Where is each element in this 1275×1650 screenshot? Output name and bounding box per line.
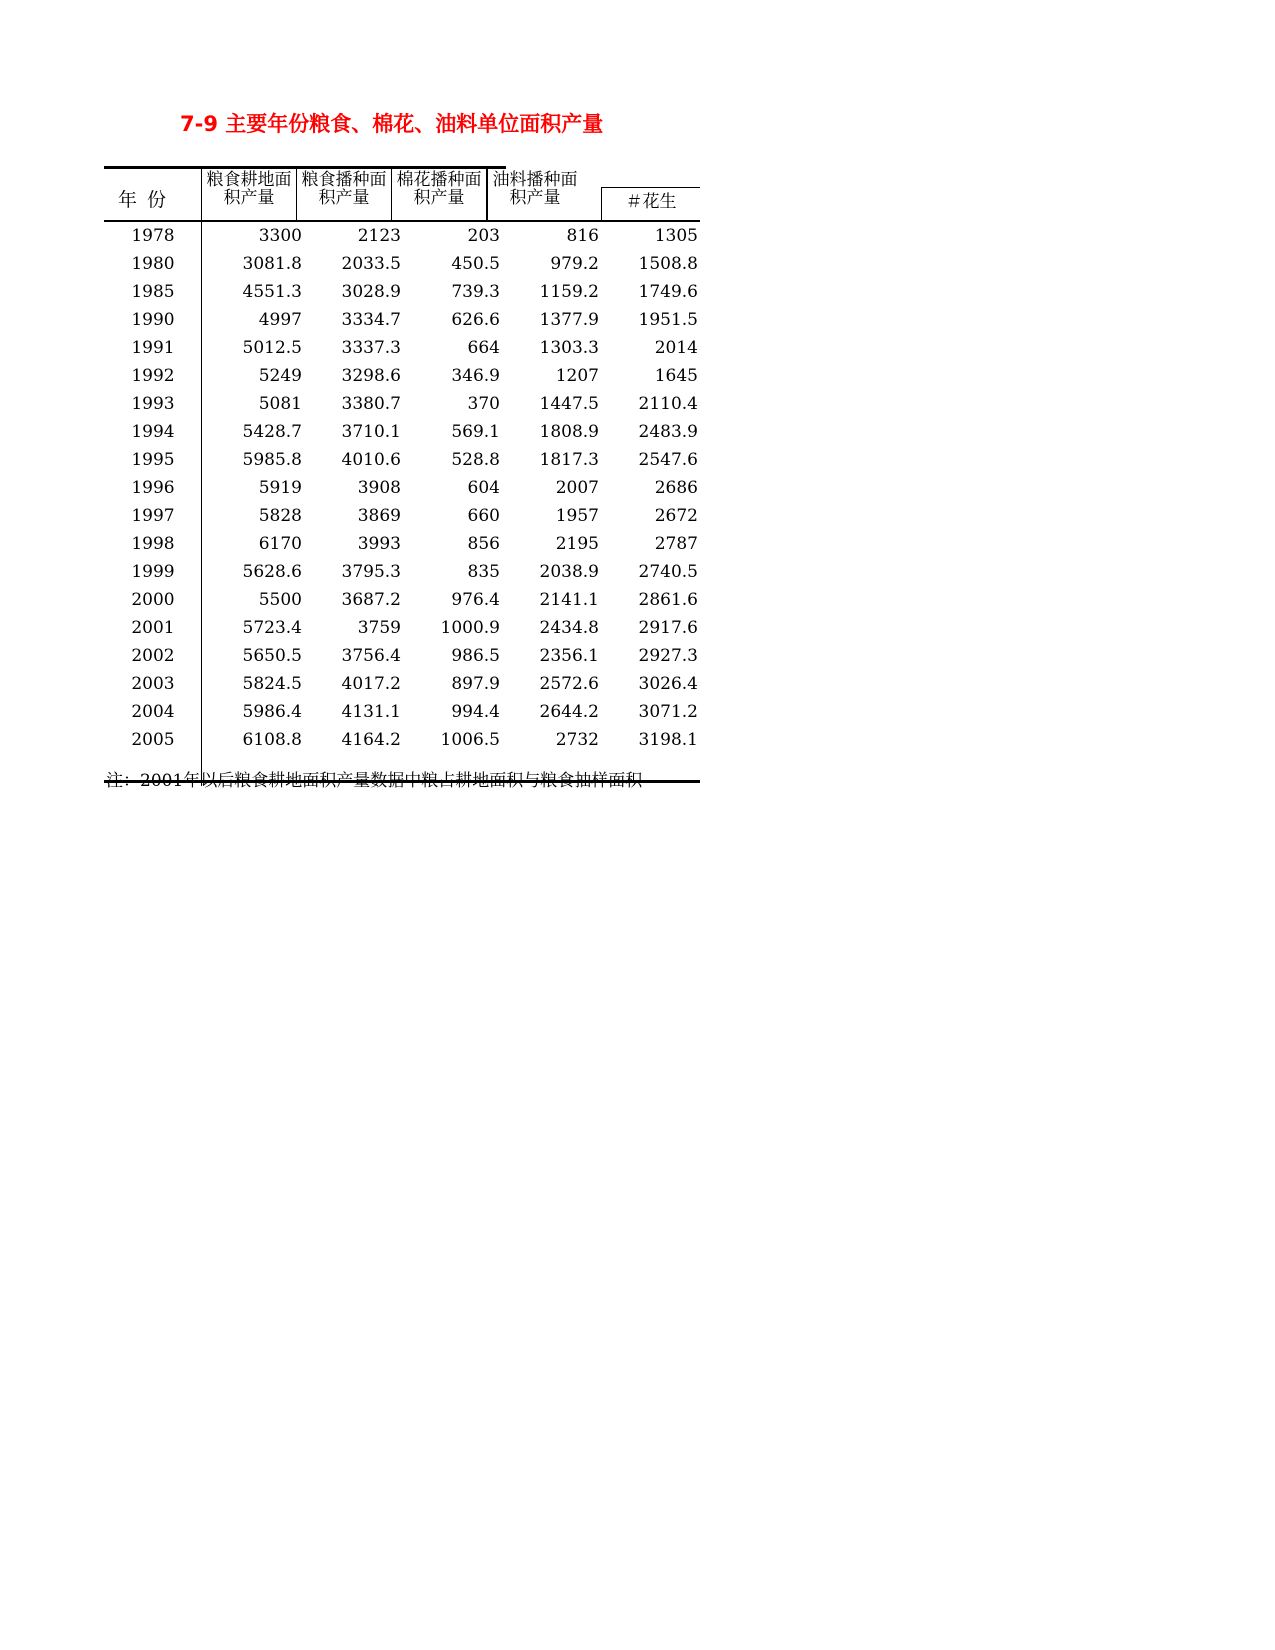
table-row [104,278,698,306]
value-cell: 5081 [258,394,302,414]
value-cell: 1645 [654,366,698,386]
year-cell: 1997 [131,506,175,526]
table-row [104,726,698,754]
value-cell: 2672 [654,506,698,526]
value-cell: 4010.6 [341,450,401,470]
value-cell: 3337.3 [341,338,401,358]
value-cell: 2732 [555,730,599,750]
value-cell: 5828 [258,506,302,526]
value-cell: 2007 [555,478,599,498]
year-cell: 2005 [131,730,175,750]
value-cell: 3795.3 [341,562,401,582]
table-row [104,698,698,726]
value-cell: 2483.9 [638,422,698,442]
value-cell: 2787 [654,534,698,554]
year-cell: 2001 [131,618,175,638]
value-cell: 1749.6 [638,282,698,302]
value-cell: 3759 [357,618,401,638]
table-row [104,474,698,502]
value-cell: 739.3 [451,282,500,302]
value-cell: 3908 [357,478,401,498]
value-cell: 5249 [258,366,302,386]
value-cell: 5428.7 [242,422,302,442]
value-cell: 3028.9 [341,282,401,302]
value-cell: 2141.1 [539,590,599,610]
year-cell: 2003 [131,674,175,694]
data-sheet [104,166,700,786]
value-cell: 1508.8 [638,254,698,274]
year-cell: 1995 [131,450,175,470]
value-cell: 1951.5 [638,310,698,330]
value-cell: 856 [467,534,500,554]
value-cell: 3710.1 [341,422,401,442]
value-cell: 664 [467,338,500,358]
value-cell: 5985.8 [242,450,302,470]
value-cell: 897.9 [451,674,500,694]
column-header-line: 积产量 [223,188,275,208]
value-cell: 2123 [357,226,401,246]
year-cell: 2000 [131,590,175,610]
value-cell: 660 [467,506,500,526]
year-cell: 1996 [131,478,175,498]
value-cell: 1305 [654,226,698,246]
value-cell: 976.4 [451,590,500,610]
column-header-line: 粮食播种面 [301,170,387,190]
value-cell: 528.8 [451,450,500,470]
value-cell: 2038.9 [539,562,599,582]
value-cell: 6170 [258,534,302,554]
value-cell: 2644.2 [539,702,599,722]
value-cell: 979.2 [550,254,599,274]
table-row [104,614,698,642]
value-cell: 986.5 [451,646,500,666]
table-row [104,642,698,670]
value-cell: 3687.2 [341,590,401,610]
value-cell: 3993 [357,534,401,554]
value-cell: 3198.1 [638,730,698,750]
value-cell: 604 [467,478,500,498]
value-cell: 1000.9 [440,618,500,638]
column-header-line: 油料播种面 [492,170,578,190]
value-cell: 1447.5 [539,394,599,414]
value-cell: 1303.3 [539,338,599,358]
table-row [104,334,698,362]
year-cell: 1994 [131,422,175,442]
year-cell: 2002 [131,646,175,666]
value-cell: 3334.7 [341,310,401,330]
value-cell: 5723.4 [242,618,302,638]
value-cell: 450.5 [451,254,500,274]
table-row [104,306,698,334]
value-cell: 3071.2 [638,702,698,722]
value-cell: 5628.6 [242,562,302,582]
table-row [104,586,698,614]
year-cell: 1978 [131,226,175,246]
value-cell: 5012.5 [242,338,302,358]
column-header-line: 粮食耕地面 [206,170,292,190]
year-cell: 1991 [131,338,175,358]
value-cell: 2927.3 [638,646,698,666]
data-table [104,222,698,754]
year-cell: 1993 [131,394,175,414]
header-top-border [104,166,506,169]
value-cell: 4164.2 [341,730,401,750]
year-cell: 1980 [131,254,175,274]
value-cell: 2686 [654,478,698,498]
value-cell: 3081.8 [242,254,302,274]
value-cell: 2110.4 [638,394,698,414]
column-header-line: 积产量 [413,188,465,208]
value-cell: 5500 [258,590,302,610]
value-cell: 370 [467,394,500,414]
sub-header-border [602,187,700,188]
value-cell: 1006.5 [440,730,500,750]
value-cell: 1207 [555,366,599,386]
year-cell: 1990 [131,310,175,330]
value-cell: 626.6 [451,310,500,330]
table-row [104,390,698,418]
value-cell: 2356.1 [539,646,599,666]
table-row [104,530,698,558]
value-cell: 569.1 [451,422,500,442]
value-cell: 5824.5 [242,674,302,694]
value-cell: 6108.8 [242,730,302,750]
value-cell: 3869 [357,506,401,526]
value-cell: 4997 [258,310,302,330]
footnote: 注：2001年以后粮食耕地面积产量数据中粮占耕地面积与粮食抽样面积 [106,771,643,791]
table-title: 7-9 主要年份粮食、棉花、油料单位面积产量 [180,112,604,136]
column-header-cotton-sown [392,171,486,207]
table-row [104,362,698,390]
value-cell: 4017.2 [341,674,401,694]
table-row [104,446,698,474]
table-row [104,558,698,586]
value-cell: 4551.3 [242,282,302,302]
value-cell: 346.9 [451,366,500,386]
table-row [104,418,698,446]
value-cell: 2740.5 [638,562,698,582]
value-cell: 2917.6 [638,618,698,638]
value-cell: 2861.6 [638,590,698,610]
year-cell: 2004 [131,702,175,722]
value-cell: 835 [467,562,500,582]
column-header-oil-sown [488,171,582,207]
value-cell: 5919 [258,478,302,498]
value-cell: 1957 [555,506,599,526]
table-row [104,222,698,250]
table-row [104,250,698,278]
value-cell: 203 [467,226,500,246]
value-cell: 3300 [258,226,302,246]
column-header-line: 棉花播种面 [396,170,482,190]
value-cell: 1808.9 [539,422,599,442]
column-header-grain-cultivated [202,171,296,207]
table-body [104,222,698,754]
table-row [104,502,698,530]
value-cell: 5986.4 [242,702,302,722]
value-cell: 2033.5 [341,254,401,274]
value-cell: 4131.1 [341,702,401,722]
table-row [104,670,698,698]
value-cell: 3756.4 [341,646,401,666]
value-cell: 1159.2 [539,282,599,302]
year-cell: 1992 [131,366,175,386]
year-cell: 1999 [131,562,175,582]
year-cell: 1998 [131,534,175,554]
value-cell: 3026.4 [638,674,698,694]
value-cell: 5650.5 [242,646,302,666]
column-header-grain-sown [297,171,391,207]
value-cell: 2572.6 [539,674,599,694]
year-column-header: 年 份 [118,189,169,211]
value-cell: 2547.6 [638,450,698,470]
column-header-line: 积产量 [509,188,561,208]
value-cell: 1377.9 [539,310,599,330]
value-cell: 1817.3 [539,450,599,470]
value-cell: 3298.6 [341,366,401,386]
value-cell: 2014 [654,338,698,358]
year-cell: 1985 [131,282,175,302]
value-cell: 2434.8 [539,618,599,638]
value-cell: 2195 [555,534,599,554]
value-cell: 816 [566,226,599,246]
value-cell: 3380.7 [341,394,401,414]
column-header-line: 积产量 [318,188,370,208]
column-header-peanut: ＃花生 [625,192,677,212]
value-cell: 994.4 [451,702,500,722]
